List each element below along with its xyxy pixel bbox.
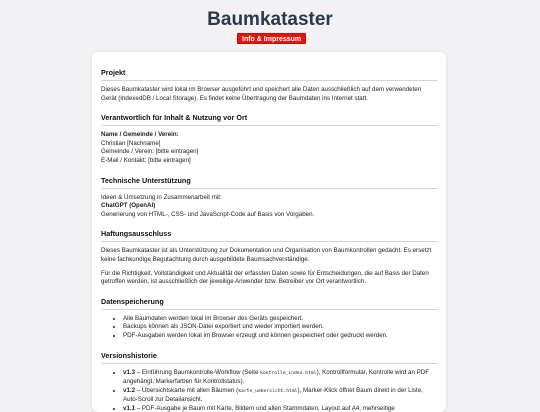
section-heading-verantwortlich: Verantwortlich für Inhalt & Nutzung vor Ort bbox=[101, 113, 438, 126]
section-heading-versionen: Versionshistorie bbox=[101, 351, 438, 364]
technik-line-3: Generierung von HTML-, CSS- und JavaScript-Code auf Basis von Vorgaben. bbox=[101, 211, 438, 220]
list-item: • Backups können als JSON-Datei exportiert und wieder importiert werden. bbox=[123, 323, 438, 332]
projekt-text: Dieses Baumkataster wird lokal im Browser ausgeführt und speichert alle Daten ausschließlich auf dem verwendeten Gerät (IndexedDB / Local Storage). Es findet keine Übertragung der Baumdaten ins Internet statt. bbox=[101, 86, 438, 103]
verantwortlich-kontakt: E-Mail / Kontakt: [bitte eintragen] bbox=[101, 157, 438, 166]
verantwortlich-name: Christian [Nachname] bbox=[101, 140, 438, 149]
technik-tool: ChatGPT (OpenAI) bbox=[101, 202, 438, 211]
list-item: • Alle Baumdaten werden lokal im Browser des Geräts gespeichert. bbox=[123, 315, 438, 324]
version-code: kontrolle_index.html bbox=[260, 371, 316, 376]
section-speicherung bbox=[101, 297, 438, 341]
version-text: ), Kontrollformular, Kontrolle wird an PDF angehängt, Markerfarben für Kontrollstatus). bbox=[123, 369, 429, 386]
section-heading-haftung: Haftungsausschluss bbox=[101, 229, 438, 242]
list-item: • PDF-Ausgaben werden lokal im Browser erzeugt und können gespeichert oder gedruckt werden. bbox=[123, 332, 438, 341]
page-title: Baumkataster bbox=[0, 9, 540, 31]
section-technik bbox=[101, 176, 438, 220]
version-number: v1.2 bbox=[123, 387, 135, 394]
version-item-v12 bbox=[123, 387, 438, 405]
section-projekt bbox=[101, 68, 438, 103]
section-heading-projekt: Projekt bbox=[101, 68, 438, 81]
version-text: ), Marker-Klick öffnet Baum direkt in der Liste, Auto-Scroll zur Detailansicht. bbox=[123, 387, 423, 404]
version-item-v11 bbox=[123, 405, 438, 412]
technik-line-1: Ideen & Umsetzung in Zusammenarbeit mit: bbox=[101, 194, 438, 203]
verantwortlich-gemeinde: Gemeinde / Verein: [bitte eintragen] bbox=[101, 148, 438, 157]
version-text: – Einführung Baumkontrolle-Workflow (Seite bbox=[135, 369, 260, 376]
section-heading-speicherung: Datenspeicherung bbox=[101, 297, 438, 310]
info-impressum-button[interactable]: Info & Impressum bbox=[237, 33, 306, 44]
version-code: karte_uebersicht.html bbox=[238, 389, 297, 394]
verantwortlich-label: Name / Gemeinde / Verein: bbox=[101, 131, 438, 140]
info-panel bbox=[92, 52, 446, 412]
haftung-text-1: Dieses Baumkataster ist als Unterstützung zur Dokumentation und Organisation von Baumkontrollen gedacht. Es ersetzt keine fachkundige Begutachtung durch ausgebildete Baumsachverständige. bbox=[101, 247, 438, 264]
section-verantwortlich bbox=[101, 113, 438, 165]
haftung-text-2: Für die Richtigkeit, Vollständigkeit und Aktualität der erfassten Daten sowie für Entscheidungen, die auf Basis der Daten getroffen werden, ist ausschließlich der jeweilige Anwender bzw. Betreiber vor Ort verantwortlich. bbox=[101, 270, 438, 287]
speicherung-list bbox=[101, 315, 438, 341]
version-text: – Übersichtskarte mit allen Bäumen ( bbox=[135, 387, 238, 394]
version-text: – PDF-Ausgabe je Baum mit Karte, Bildern und allen Stammdaten, Layout auf A4, mehrseitige bbox=[135, 405, 395, 412]
version-number: v1.1 bbox=[123, 405, 135, 412]
version-item-v13 bbox=[123, 369, 438, 387]
section-heading-technik: Technische Unterstützung bbox=[101, 176, 438, 189]
version-number: v1.3 bbox=[123, 369, 135, 376]
section-versionen bbox=[101, 351, 438, 412]
section-haftung bbox=[101, 229, 438, 286]
version-list bbox=[101, 369, 438, 412]
